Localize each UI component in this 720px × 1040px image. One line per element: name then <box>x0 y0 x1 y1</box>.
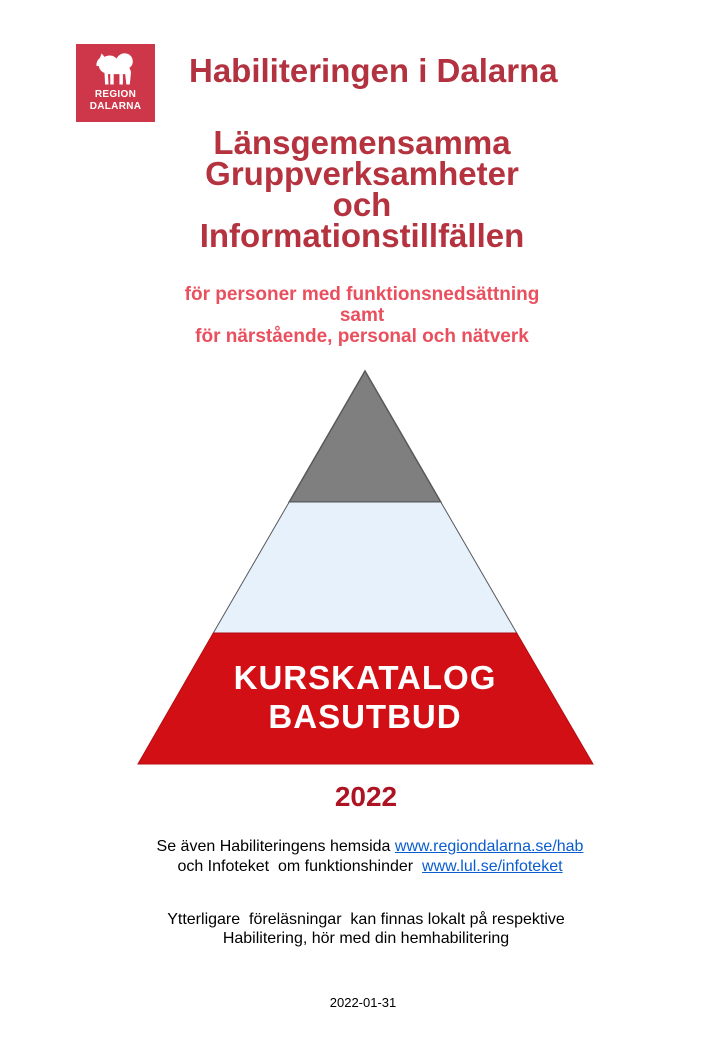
audience-line: samt <box>339 305 385 326</box>
infoteket-link[interactable]: www.lul.se/infoteket <box>422 858 563 875</box>
additional-note <box>6 910 720 948</box>
subtitle-line: och <box>332 186 392 223</box>
links-line1-text: Se även Habiliteringens hemsida <box>156 838 395 855</box>
note-line: Habilitering, hör med din hemhabilitering <box>222 930 510 947</box>
subtitle-line: Länsgemensamma <box>213 124 511 161</box>
footer-date: 2022-01-31 <box>329 995 397 1010</box>
audience-line: för personer med funktionsnedsättning <box>184 284 540 305</box>
logo-dalarna-text: DALARNA <box>89 100 142 112</box>
audience-description <box>2 284 720 347</box>
note-line: Ytterligare föreläsningar kan finnas lokalt på respektive <box>167 911 565 928</box>
subtitle-line: Informationstillfällen <box>199 217 525 254</box>
page-title: Habiliteringen i Dalarna <box>189 52 558 89</box>
pyramid-top-section <box>289 371 441 502</box>
document-subtitle <box>2 124 720 254</box>
pyramid-label-kurskatalog: KURSKATALOG <box>233 659 497 696</box>
region-dalarna-logo <box>76 44 155 122</box>
pyramid-label-basutbud: BASUTBUD <box>268 698 462 735</box>
links-line-2 <box>10 857 720 877</box>
audience-line: för närstående, personal och nätverk <box>195 326 529 347</box>
subtitle-line: Gruppverksamheter <box>205 155 519 192</box>
links-line-1 <box>10 837 720 857</box>
logo-wordmark <box>90 89 142 112</box>
dala-horse-icon <box>93 51 139 88</box>
links-line2-text: och Infoteket om funktionshinder <box>177 858 423 875</box>
course-pyramid-graphic <box>130 367 600 768</box>
logo-region-text: REGION <box>94 89 137 100</box>
year-label: 2022 <box>334 781 398 812</box>
website-links <box>10 837 720 877</box>
pyramid-middle-section <box>213 502 516 633</box>
regiondalarna-link[interactable]: www.regiondalarna.se/hab <box>394 838 584 855</box>
